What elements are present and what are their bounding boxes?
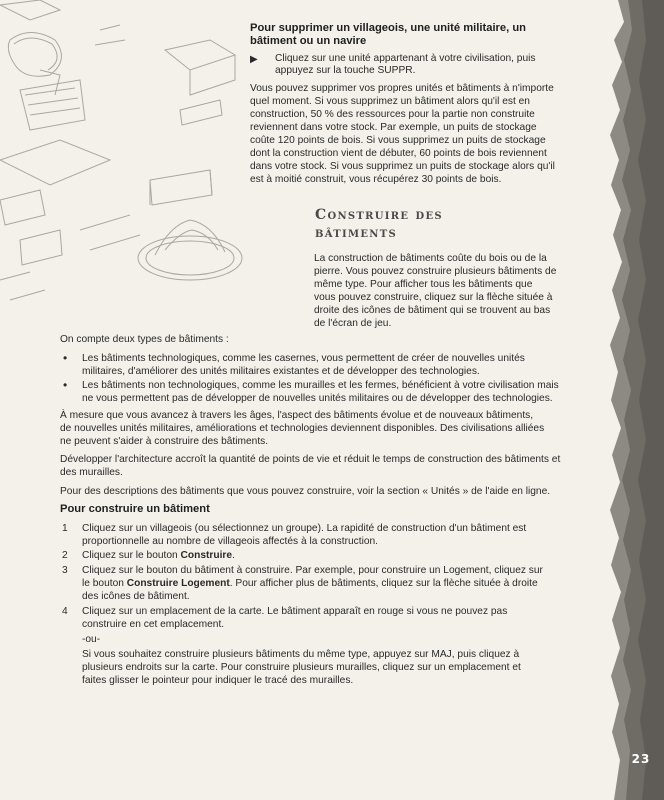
intro-line: même type. Pour afficher tous les bâtiments que <box>314 279 533 290</box>
step-4-line2: construire en cet emplacement. <box>82 619 225 630</box>
pencil-sketch-illustration <box>0 0 250 320</box>
ages-para-line: À mesure que vous avancez à travers les âges, l'aspect des bâtiments évolue et de nouveaux bâtiments, <box>60 410 534 421</box>
step-4-line5: plusieurs endroits sur la carte. Pour construire plusieurs murailles, cliquez sur un emplacement et <box>82 662 521 673</box>
intro-line: La construction de bâtiments coûte du bois ou de la <box>314 253 547 264</box>
delete-step-line1: Cliquez sur une unité appartenant à votre civilisation, puis <box>275 53 536 64</box>
intro-line: droite des icônes de bâtiment qui se trouvent au bas <box>314 305 551 316</box>
delete-para-line: quel moment. Si vous supprimez un bâtiment alors qu'il est en <box>250 96 530 107</box>
delete-heading-line2: bâtiment ou un navire <box>250 35 367 47</box>
delete-para-line: coûte 120 points de bois. Si vous supprimez un puits de stockage <box>250 135 546 146</box>
step-4-line1: Cliquez sur un emplacement de la carte. Le bâtiment apparaît en rouge si vous ne pouvez pas <box>82 606 508 617</box>
delete-para-line: Vous pouvez supprimer vos propres unités et bâtiments à n'importe <box>250 83 554 94</box>
section-title <box>315 206 443 242</box>
architecture-para-line: Développer l'architecture accroît la quantité de points de vie et réduit le temps de construction des bâtiments et <box>60 454 561 465</box>
intro-line: vous pouvez construire, cliquez sur la flèche située à <box>314 292 553 303</box>
bullet-1-line1: Les bâtiments technologiques, comme les casernes, vous permettent de créer de nouvelles unités <box>82 353 525 364</box>
step-4-line6: faites glisser le pointeur pour indiquer le tracé des murailles. <box>82 675 354 686</box>
step-3-line1: Cliquez sur le bouton du bâtiment à construire. Par exemple, pour construire un Logement, cliquez sur <box>82 565 543 576</box>
step-number: 2 <box>62 550 68 561</box>
step-4-line4: Si vous souhaitez construire plusieurs bâtiments du même type, appuyez sur MAJ, puis cliquez à <box>82 649 520 660</box>
delete-para-line: dont la construction vient de débuter, 60 points de bois reviennent <box>250 148 547 159</box>
architecture-para-line: des murailles. <box>60 467 123 478</box>
intro-line: de l'écran de jeu. <box>314 318 392 329</box>
ages-para-line: ne peuvent s'aider à construire des bâtiments. <box>60 436 269 447</box>
bullet-1-line2: militaires, d'améliorer des unités militaires existantes et de développer des technologies. <box>82 366 480 377</box>
delete-para-line: construction, 50 % des ressources pour la partie non construite <box>250 109 535 120</box>
ages-para-line: de nouvelles unités militaires, améliorations et technologies deviennent disponibles. Des civilisations alliées <box>60 423 545 434</box>
bullet-icon: • <box>63 378 68 392</box>
step-3-line3: des icônes de bâtiment. <box>82 591 190 602</box>
step-3-line2: le bouton Construire Logement. Pour afficher plus de bâtiments, cliquez sur la flèche située à droite <box>82 578 538 589</box>
step-arrow-icon: ▶ <box>250 54 258 65</box>
step-number: 4 <box>62 606 68 617</box>
section-title-line2: bâtiments <box>315 225 397 241</box>
descriptions-para: Pour des descriptions des bâtiments que vous pouvez construire, voir la section « Unités » de l'aide en ligne. <box>60 486 551 497</box>
step-number: 3 <box>62 565 68 576</box>
delete-heading-line1: Pour supprimer un villageois, une unité militaire, un <box>250 22 527 34</box>
step-4-or: -ou- <box>82 634 101 645</box>
types-intro: On compte deux types de bâtiments : <box>60 334 229 345</box>
section-title-line1: Construire des <box>315 207 443 223</box>
intro-line: pierre. Vous pouvez construire plusieurs bâtiments de <box>314 266 557 277</box>
bullet-2-line2: ne vous permettent pas de développer de nouvelles unités militaires ou de développer des technologies. <box>82 393 553 404</box>
step-1-line2: proportionnelle au nombre de villageois affectés à la construction. <box>82 536 378 547</box>
bullet-icon: • <box>63 351 68 365</box>
delete-para-line: reviennent dans votre stock. Par exemple, un puits de stockage <box>250 122 537 133</box>
step-1-line1: Cliquez sur un villageois (ou sélectionnez un groupe). La rapidité de construction d'un bâtiment est <box>82 523 527 534</box>
delete-para-line: est à moitié construit, vous récupérez 30 points de bois. <box>250 174 502 185</box>
build-heading: Pour construire un bâtiment <box>60 503 210 515</box>
delete-step-line2: appuyez sur la touche SUPPR. <box>275 65 416 76</box>
torn-page-edge <box>606 0 664 800</box>
delete-para-line: dans votre stock. Si vous supprimez un puits de stockage alors qu'il <box>250 161 555 172</box>
step-number: 1 <box>62 523 68 534</box>
page-number: 23 <box>631 752 651 766</box>
bullet-2-line1: Les bâtiments non technologiques, comme les murailles et les fermes, bénéficient à votre civilisation mais <box>82 380 559 391</box>
step-2-line1: Cliquez sur le bouton Construire. <box>82 550 235 561</box>
